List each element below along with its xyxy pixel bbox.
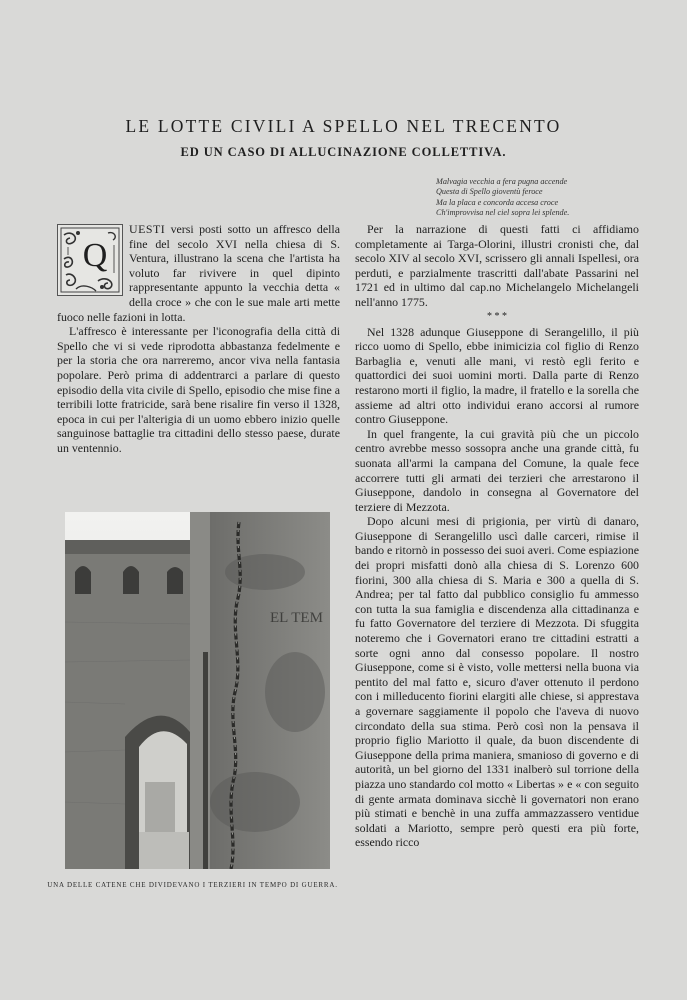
- paragraph: Per la narrazione di questi fatti ci affidiamo completamente ai Targa-Olorini, illustri cronisti che, dal secolo XIV al secolo XVI, scrissero gli annali Ispellesi, ora perduti, e parzialmente trascritti dall'abate Passarini nel 1721 ed in ultimo dal cap.no Michelangelo Michelangeli nell'anno 1775.: [355, 222, 639, 309]
- epigraph: [436, 177, 646, 219]
- paragraph: Nel 1328 adunque Giuseppone di Serangelillo, il più ricco uomo di Spello, ebbe inimicizia col figlio di Renzo Barbaglia e, venuti alle mani, vi restò egli ferito e quattordici dei suoi uomini morti. Dalla parte di Renzo restarono morti il figlio, la madre, il fratello e la sorella che assieme ad altri otto individui erano accorsi al rumore contro Giuseppone.: [355, 324, 639, 427]
- initial-letter: Q: [82, 237, 108, 274]
- article-title: LE LOTTE CIVILI A SPELLO NEL TRECENTO: [125, 116, 562, 136]
- paragraph: Dopo alcuni mesi di prigionia, per virtù di danaro, Giuseppone di Serangelillo uscì dalle carceri, rimise il bando e ritornò in possesso dei suoi averi. Come espiazione dei propri misfatti donò alla chiesa di S. Lorenzo 600 fiorini, 300 alla chiesa di S. Maria e 300 a quella di S. Andrea; per tal fatto dal pubblico consiglio fu ammesso con tutta la sua famiglia e discendenza alla cittadinanza e fu fatto Governatore del terziere di Mezzota. Di sfuggita noteremo che i Governatori erano tre cittadini estratti a sorte ogni anno dal consesso popolare. Il nostro Giuseppone, come si è visto, volle mettersi nella buona via pentito del mal fatto e, sicuro d'aver ottenuto il perdono con i milleducento fiorini elargiti alle chiese, si apprestava a governare saggiamente il popolo che l'aveva di nuovo circondato della sua stima. Però così non la pensava il proprio figlio Mariotto il quale, da buon discendente di Giuseppone della prima maniera, smanioso di governo e di autorità, un bel giorno del 1331 inalberò sul torrione della piazza uno standardo col motto « Libertas » e « con seguito di gente armata dominava sicchè li governatori non erano più stimati e benchè in una zuffa ammazzassero ventidue soldati a Mariotto, sempre però questi era più forte, essendo ricco: [355, 514, 639, 850]
- photograph: [65, 512, 330, 869]
- photo-caption: UNA DELLE CATENE CHE DIVIDEVANO I TERZIERI IN TEMPO DI GUERRA.: [47, 881, 338, 889]
- article-subtitle: ED UN CASO DI ALLUCINAZIONE COLLETTIVA.: [180, 145, 507, 159]
- left-column: [57, 222, 340, 456]
- epigraph-line: Malvagia vecchia a fera pugna accende: [436, 177, 568, 186]
- wall-inscription: EL TEM: [270, 610, 323, 626]
- epigraph-line: Ch'improvvisa nel ciel sopra lei splende.: [436, 208, 570, 218]
- right-column: [355, 222, 639, 850]
- asterism: * * *: [487, 310, 507, 322]
- decorated-initial: [57, 224, 123, 296]
- first-word: UESTI: [129, 222, 166, 236]
- paragraph: In quel frangente, la cui gravità più che un piccolo centro avrebbe messo sossopra anche una grande città, fu suonata all'armi la campana del Comune, la quale fece accorrere tutti gli armati dei terzieri che arrestarono il Giuseppone, dandolo in consegna al Governatore del terziere di Mezzota.: [355, 426, 639, 514]
- paragraph: L'affresco è interessante per l'iconografia della città di Spello che vi si vede riprodotta abbastanza fedelmente e per la storia che ora narreremo, ancor viva nella fantasia popolare. Però prima di addentrarci a parlare di questo episodio della vita civile di Spello, episodio che mise fine a terribili lotte fratricide, sarà bene risalire fin verso il 1328, epoca in cui per l'alterigia di un uomo ebbero inizio quelle sanguinose battaglie tra cittadini dello stesso paese, durate un ventennio.: [57, 324, 340, 455]
- medieval-street-photo: [65, 512, 330, 869]
- epigraph-line: Questa di Spello gioventù feroce: [436, 187, 543, 197]
- epigraph-line: Ma la placa e concorda accesa croce: [436, 197, 559, 207]
- paragraph-text: versi posti sotto un affresco della fine del secolo XVI nella chiesa di S. Ventura, illustrano la scena che l'artista ha voluto far rivivere in quel dipinto rappresentante appunto la vecchia detta « della croce » che con le sue male arti mette fuoco nelle fazioni in lotta.: [57, 222, 340, 324]
